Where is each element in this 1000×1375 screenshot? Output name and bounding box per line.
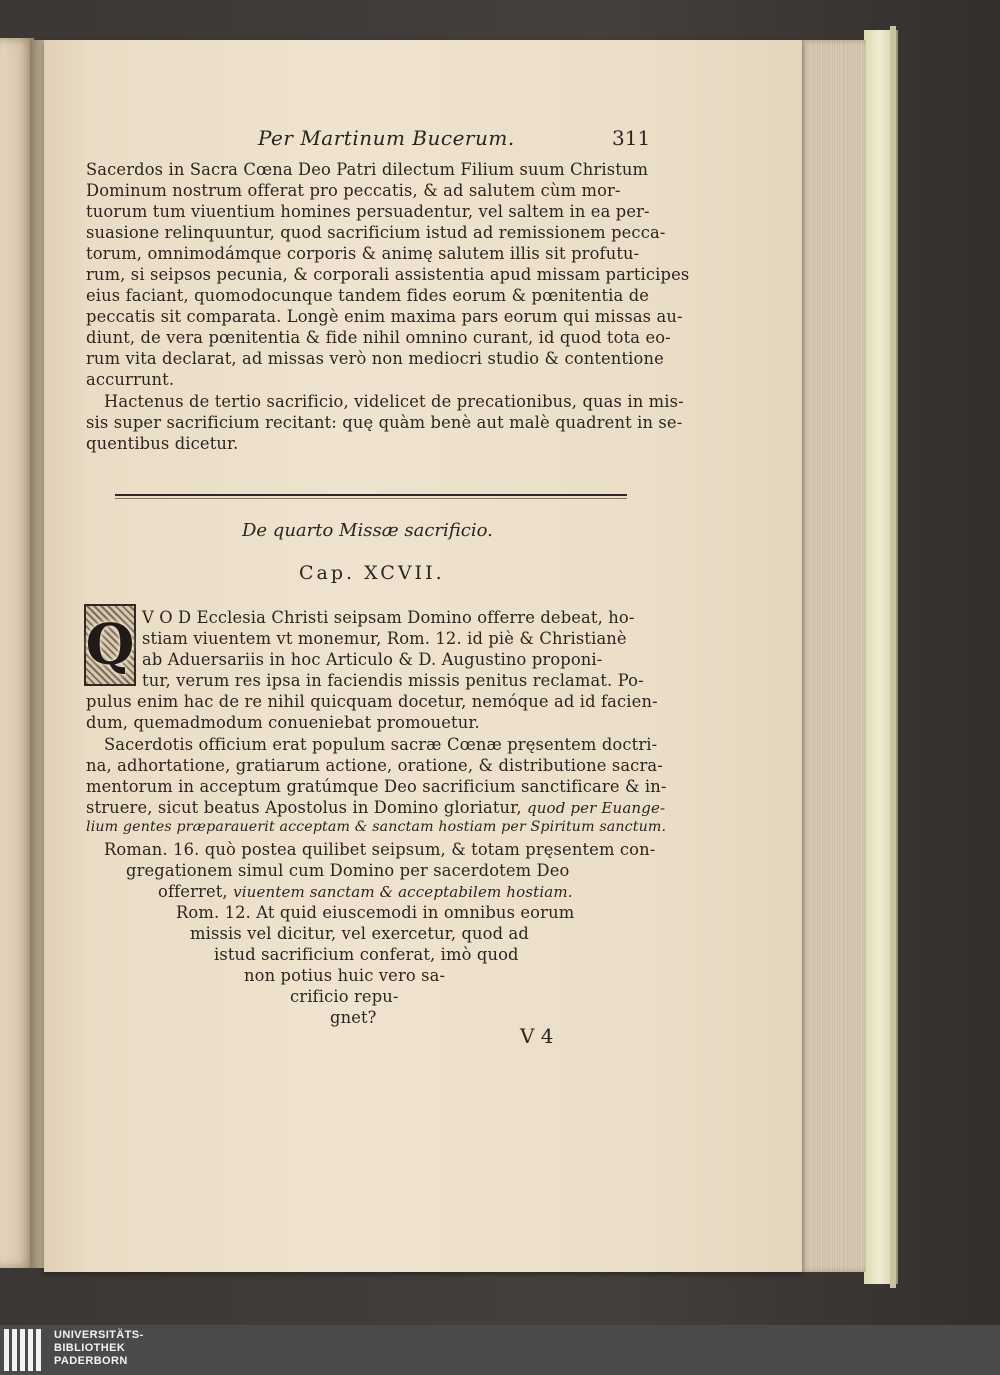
section-title: De quarto Missæ sacrificio. <box>242 520 493 541</box>
text-line: Dominum nostrum offerat pro peccatis, & ad salutem cùm mor- <box>86 181 621 200</box>
page-number: 311 <box>612 126 651 150</box>
initial-letter: Q <box>85 612 135 678</box>
text-line: Rom. 12. At quid eiuscemodi in omnibus eorum <box>176 903 575 922</box>
text-line: peccatis sit comparata. Longè enim maxima pars eorum qui missas au- <box>86 307 683 326</box>
library-name-line: PADERBORN <box>54 1355 128 1367</box>
library-footer <box>0 1325 1000 1375</box>
text-line: suasione relinquuntur, quod sacrificium istud ad remissionem pecca- <box>86 223 666 242</box>
text-line: dum, quemadmodum conueniebat promouetur. <box>86 713 480 732</box>
page-fore-edge <box>798 40 866 1272</box>
text-line <box>86 798 665 817</box>
text-line: istud sacrificium conferat, imò quod <box>214 945 519 964</box>
text-line: stiam viuentem vt monemur, Rom. 12. id piè & Christianè <box>142 629 627 648</box>
text-line: tur, verum res ipsa in faciendis missis penitus reclamat. Po- <box>142 671 644 690</box>
text-line: tuorum tum viuentium homines persuadentur, vel saltem in ea per- <box>86 202 650 221</box>
text-line <box>158 882 573 901</box>
library-name-line: UNIVERSITÄTS- <box>54 1329 144 1341</box>
text-line: diunt, de vera pœnitentia & fide nihil omnino curant, id quod tota eo- <box>86 328 671 347</box>
italic-quote: quod per Euange- <box>526 799 666 817</box>
text-line: mentorum in acceptum gratúmque Deo sacrificium sanctificare & in- <box>86 777 667 796</box>
text-line: rum, si seipsos pecunia, & corporali assistentia apud missam participes <box>86 265 690 284</box>
text-line: crificio repu- <box>290 987 399 1006</box>
text-line: gnet? <box>330 1008 377 1027</box>
text-line: Sacerdos in Sacra Cœna Deo Patri dilectum Filium suum Christum <box>86 160 649 179</box>
running-title: Per Martinum Bucerum. <box>258 126 515 150</box>
text-segment: offerret, <box>158 882 228 901</box>
chapter-heading: Cap. XCVII. <box>299 562 445 584</box>
text-line: pulus enim hac de re nihil quicquam docetur, nemóque ad id facien- <box>86 692 658 711</box>
text-line: rum vita declarat, ad missas verò non mediocri studio & contentione <box>86 349 664 368</box>
text-line: sis super sacrificium recitant: quę quàm benè aut malè quadrent in se- <box>86 413 683 432</box>
cover-edge <box>890 26 896 1288</box>
text-line: quentibus dicetur. <box>86 434 239 453</box>
signature-mark: V 4 <box>520 1024 554 1048</box>
text-line: accurrunt. <box>86 370 175 389</box>
text-line: Hactenus de tertio sacrificio, videlicet de precationibus, quas in mis- <box>104 392 684 411</box>
library-name <box>54 1329 144 1368</box>
library-name-line: BIBLIOTHEK <box>54 1342 126 1354</box>
text-segment: struere, sicut beatus Apostolus in Domino gloriatur, <box>86 798 522 817</box>
text-line: eius faciant, quomodocunque tandem fides eorum & pœnitentia de <box>86 286 650 305</box>
italic-quote: viuentem sanctam & acceptabilem hostiam. <box>233 883 573 901</box>
section-divider-rule <box>115 494 627 496</box>
text-line: missis vel dicitur, vel exercetur, quod ad <box>190 924 529 943</box>
text-line: ab Aduersariis in hoc Articulo & D. Augustino proponi- <box>142 650 603 669</box>
running-head <box>0 126 1000 154</box>
text-line: V O D Ecclesia Christi seipsam Domino offerre debeat, ho- <box>142 608 635 627</box>
text-line: na, adhortatione, gratiarum actione, oratione, & distributione sacra- <box>86 756 663 775</box>
text-line: Roman. 16. quò postea quilibet seipsum, & totam pręsentem con- <box>104 840 656 859</box>
text-line: non potius huic vero sa- <box>244 966 446 985</box>
text-line: Sacerdotis officium erat populum sacræ Cœnæ pręsentem doctri- <box>104 735 658 754</box>
text-line: torum, omnimodámque corporis & animę salutem illis sit profutu- <box>86 244 640 263</box>
library-logo-icon <box>4 1329 46 1371</box>
left-page-edge <box>0 38 34 1268</box>
text-line: gregationem simul cum Domino per sacerdotem Deo <box>126 861 570 880</box>
decorated-initial <box>84 604 136 686</box>
italic-quote-line: lium gentes præparauerit acceptam & sanctam hostiam per Spiritum sanctum. <box>86 819 667 835</box>
